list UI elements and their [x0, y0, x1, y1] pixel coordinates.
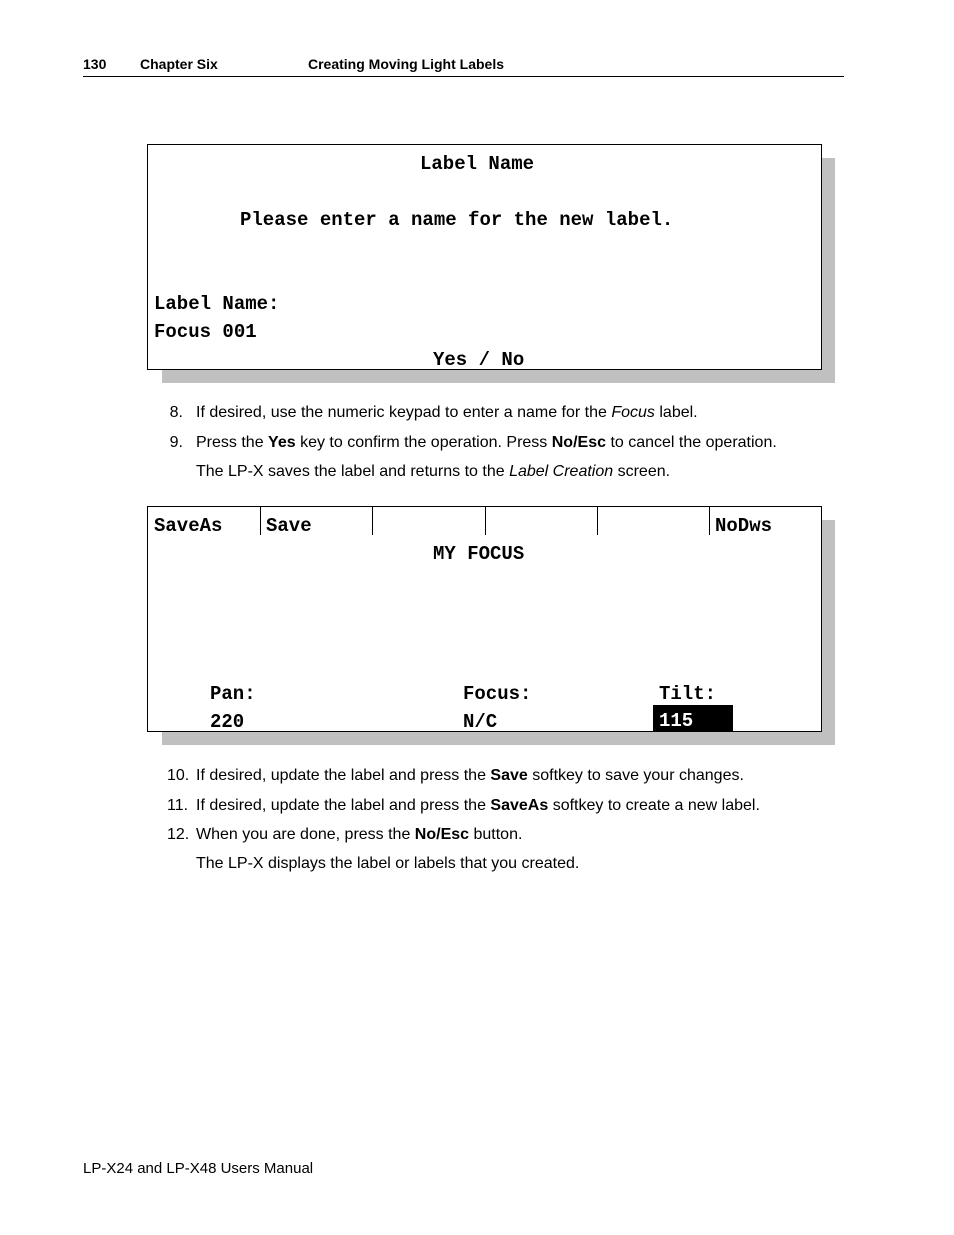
- step-text: When you are done, press the No/Esc button.: [196, 826, 523, 843]
- softkey-divider: [709, 507, 710, 535]
- page-footer: LP-X24 and LP-X48 Users Manual: [83, 1160, 314, 1177]
- tilt-value: 115: [653, 705, 733, 732]
- steps-list-a: 8. If desired, use the numeric keypad to enter a name for the Focus label. 9. Press the Yes key to confirm the operation. Press No/Esc to cancel the operation. The LP-X saves the label and returns to the Label Creation screen.: [167, 403, 847, 493]
- softkey-nodws[interactable]: NoDws: [715, 515, 773, 537]
- chapter-label: Chapter Six: [140, 56, 218, 72]
- step-number: 12.: [167, 826, 190, 843]
- step-text: Press the Yes key to confirm the operation. Press No/Esc to cancel the operation.: [196, 434, 777, 451]
- step-text: If desired, update the label and press the Save softkey to save your changes.: [196, 767, 744, 784]
- tilt-label: Tilt:: [659, 683, 717, 705]
- softkey-divider: [372, 507, 373, 535]
- label-edit-screen: [147, 506, 822, 732]
- page-header: [83, 56, 844, 77]
- step-number: 8.: [169, 404, 183, 421]
- page-number: 130: [83, 56, 107, 72]
- pan-value: 220: [210, 711, 245, 732]
- pan-label: Pan:: [210, 683, 256, 705]
- focus-value: N/C: [463, 711, 498, 732]
- step-text: If desired, use the numeric keypad to enter a name for the Focus label.: [196, 404, 698, 421]
- step-number: 10.: [167, 767, 190, 784]
- step-number: 9.: [169, 434, 183, 451]
- steps-list-b: 10. If desired, update the label and press the Save softkey to save your changes. 11. If desired, update the label and press the SaveAs softkey to create a new label. 12. When you are done, press the No/Esc button. The LP-X displays the label or labels that you created.: [167, 767, 760, 872]
- screen-prompt: Please enter a name for the new label.: [240, 209, 674, 231]
- step-text: If desired, update the label and press the SaveAs softkey to create a new label.: [196, 797, 760, 814]
- step-number: 11.: [167, 797, 189, 814]
- softkey-divider: [485, 507, 486, 535]
- yes-no-prompt: Yes / No: [433, 349, 525, 370]
- focus-label: Focus:: [463, 683, 532, 705]
- label-title: MY FOCUS: [433, 543, 525, 565]
- label-name-field-label: Label Name:: [154, 293, 280, 315]
- label-name-screen: [147, 144, 822, 370]
- softkey-save[interactable]: Save: [266, 515, 312, 537]
- softkey-divider: [260, 507, 261, 535]
- section-title: Creating Moving Light Labels: [308, 56, 505, 72]
- softkey-divider: [597, 507, 598, 535]
- softkey-saveas[interactable]: SaveAs: [154, 515, 223, 537]
- label-name-field-value: Focus 001: [154, 321, 257, 343]
- screen-title: Label Name: [420, 153, 535, 175]
